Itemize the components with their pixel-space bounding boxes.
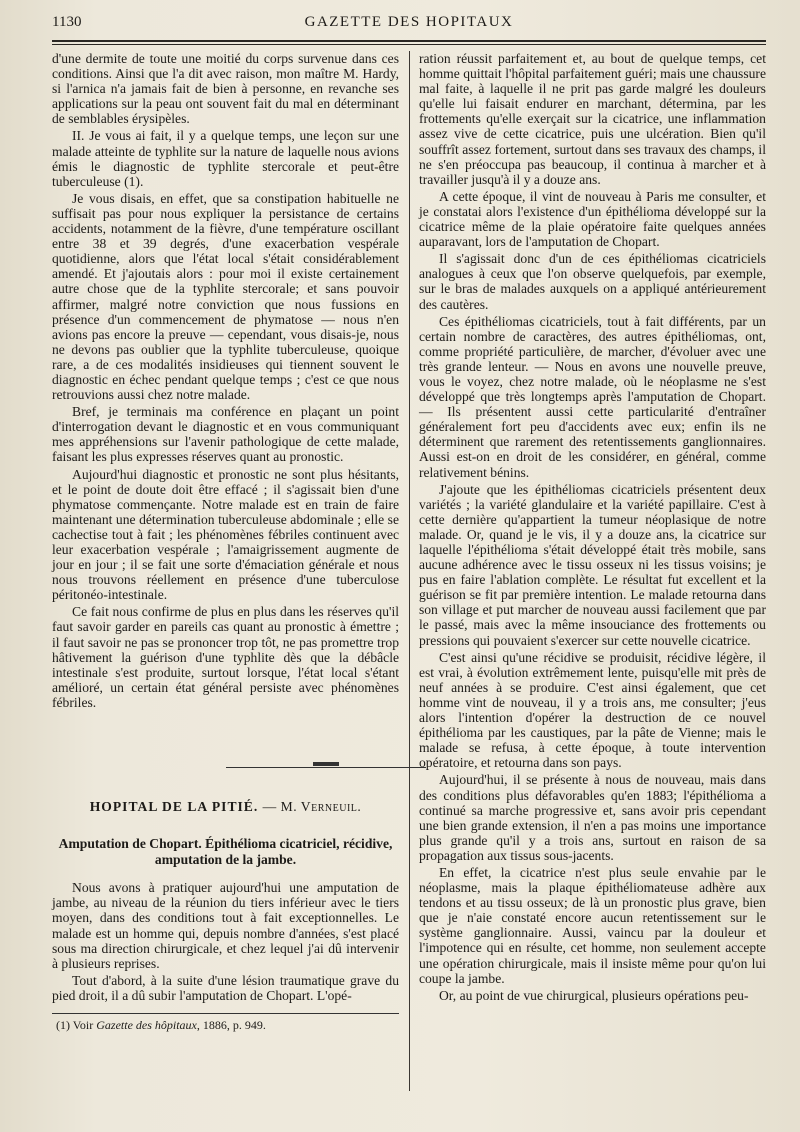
paragraph: C'est ainsi qu'une récidive se produisit, récidive légère, il est vrai, à évolution extrêmement lente, puisqu'elle mit près de neuf années à se produire. C'est ainsi également, que cet homme vint de nouveau, il y a trois ans, me consulter; j'eus alors l'intention d'opérer la destruction de ce nouvel épithélioma par les caustiques, par la pâte de Vienne; mais le malade se refusa, à cette époque, à toute intervention opératoire, et retourna dans son pays. [418, 649, 766, 771]
paragraph: Or, au point de vue chirurgical, plusieurs opérations peu- [438, 987, 749, 1003]
paragraph: Il s'agissait donc d'un de ces épithéliomas cicatriciels analogues à ceux que l'on observe quelquefois, par exemple, sur le bras de malades auxquels on a appliqué antérieurement des cautères. [418, 251, 766, 312]
column-divider [409, 51, 410, 1091]
section-separator [52, 756, 399, 771]
paragraph: Ces épithéliomas cicatriciels, tout à fait différents, par un certain nombre de caractères, des autres épithéliomas, ont, comme propriété particulière, de marcher, d'évoluer avec une très grande lenteur. — Nous en avons une nouvelle preuve, vous le voyez, chez notre malade, où le néoplasme ne s'est développé que très longtemps après l'amputation de Chopart. — Ils présentent aussi cette particularité d'entraîner généralement fort peu d'accidents avec eux; enfin ils ne déterminent que rarement des retentissements ganglionnaires. Aussi est-on en droit de les considérer, en général, comme relativement bénins. [418, 313, 766, 480]
footnote [52, 1018, 399, 1033]
hospital-name: HOPITAL DE LA PITIÉ. [89, 799, 259, 815]
footnote-rule [52, 1013, 399, 1014]
section-author: — M. Verneuil. [262, 799, 362, 815]
newspaper-title: GAZETTE DES HOPITAUX [304, 14, 514, 30]
footnote-prefix: (1) Voir [56, 1017, 97, 1032]
paragraph: Ce fait nous confirme de plus en plus dans les réserves qu'il faut savoir garder en pareils cas quant au pronostic à émettre ; il faut savoir ne pas se prononcer trop tôt, ne pas promettre trop hâtivement la guérison d'une typhlite dès que la débâcle intestinale s'est produite, surtout lorsque, l'état local s'étant amélioré, un certain état général persiste avec phénomènes fébriles. [52, 604, 400, 710]
section-heading [52, 799, 399, 814]
paragraph: A cette époque, il vint de nouveau à Paris me consulter, et je constatai alors l'existence d'un épithélioma développé sur la cicatrice même de la plaie opératoire faite quelques années auparavant, lors de l'amputation de Chopart. [418, 188, 766, 250]
footnote-suffix: , 1886, p. 949. [196, 1017, 266, 1032]
paragraph: Bref, je terminais ma conférence en plaçant un point d'interrogation devant le diagnostic et en vous communiquant mes appréhensions sur l'avenir pathologique de cette malade, faisant les plus expresses réserves quant au pronostic. [52, 404, 400, 465]
article-title: Amputation de Chopart. Épithélioma cicatriciel, récidive, amputation de la jambe. [58, 836, 393, 868]
paragraph: En effet, la cicatrice n'est plus seule envahie par le néoplasme, mais la plaque épithéliomateuse adhère aux tendons et au tissu osseux; de là un pronostic plus grave, bien que je n'aie constaté encore aucun retentissement sur le système ganglionnaire. Aussi, vaincu par la douleur et l'impotence qui en résulte, cet homme, non seulement accepte une opération chirurgicale, mais il insiste même pour qu'on lui coupe la jambe. [418, 864, 766, 986]
paragraph: d'une dermite de toute une moitié du corps survenue dans ces conditions. Ainsi que l'a dit avec raison, mon maître M. Hardy, si l'arnica n'a jamais fait de bien à personne, en revanche ses applications sur la peau ont souvent fait du mal en déterminant de semblables érysipèles. [52, 51, 400, 127]
paragraph: Aujourd'hui diagnostic et pronostic ne sont plus hésitants, et le point de doute doit être effacé ; il s'agissait bien d'une phymatose commençante. Notre malade est en train de faire maintenant une détermination tuberculeuse abdominale ; elle se cachectise tout à fait ; les phénomènes fébriles continuent avec leur exacerbation vespérale ; l'amaigrissement augmente de jour en jour ; il se fait une sorte d'émaciation générale et nous nous trouvons réellement en présence d'une tuberculose péritonéo-intestinale. [52, 466, 400, 603]
text-columns [52, 51, 766, 1091]
paragraph: J'ajoute que les épithéliomas cicatriciels présentent deux variétés ; la variété glandulaire et la variété papillaire. C'est à cette dernière qu'appartient la tumeur néoplasique de notre malade. Or, quand je le vis, il y a douze ans, la cicatrice sur laquelle l'épithélioma s'était développé était très mobile, sans aucune adhérence avec le tissu osseux ni les tissus voisins; je pus en faire l'ablation complète. Le résultat fut excellent et la guérison se fit par première intention. Le malade retourna dans son village et put marcher de nouveau aussi facilement que par le passé, mais avec la même insouciance des frottements ou pressions qui pouvaient s'exercer sur cette nouvelle cicatrice. [418, 481, 766, 648]
paragraph: Nous avons à pratiquer aujourd'hui une amputation de jambe, au niveau de la réunion du tiers inférieur avec le tiers moyen, dans des conditions tout à fait exceptionnelles. Le malade est un homme qui, depuis nombre d'années, s'est placé sous ma direction chirurgicale, et chez lequel j'ai dû intervenir à plusieurs reprises. [52, 880, 400, 971]
right-column [419, 51, 766, 1091]
page-header [52, 14, 766, 42]
paragraph: ration réussit parfaitement et, au bout de quelque temps, cet homme quittait l'hôpital parfaitement guéri; mais une chaussure mal faite, à laquelle il ne prit pas garde malgré les douleurs qu'elle lui faisait endurer en marchant, détermina, par les frottements qu'elle exerçait sur la cicatrice, une inflammation assez vive de cette cicatrice, puis une ulcération. Bien qu'il souffrît assez fortement, surtout dans ses travaux des champs, il ne s'en préoccupa pas beaucoup, il continua à marcher et à travailler jusqu'à il y a douze ans. [418, 51, 766, 187]
header-rule [52, 44, 766, 45]
paragraph: Aujourd'hui, il se présente à nous de nouveau, mais dans des conditions plus défavorables qu'en 1883; l'épithélioma a continué sa marche progressive et, sans avoir pris cependant une bien grande extension, il n'en a pas moins une importance plus grande qu'il y a trois ans, surtout en raison de sa propagation aux tissus sous-jacents. [418, 772, 766, 863]
paragraph: II. Je vous ai fait, il y a quelque temps, une leçon sur une malade atteinte de typhlite sur la nature de laquelle nous avions émis le diagnostic de typhlite stercorale et peut-être tuberculeuse (1). [52, 128, 400, 189]
left-column [52, 51, 409, 1091]
paragraph: Je vous disais, en effet, que sa constipation habituelle ne suffisait pas pour nous expliquer la persistance de certains accidents, notamment de la fièvre, d'une température oscillant entre 38 et 39 degrés, d'une exacerbation vespérale quotidienne, alors que l'état local s'était considérablement amendé. Et j'ajoutais alors : pour moi il existe certainement autre chose que de la typhlite stercorale; et sans pouvoir affirmer, malgré notre conviction que nous fussions en présence d'un commencement de phymatose — nous n'en avions pas encore la preuve — cependant, vous disais-je, nous ne devons pas oublier que la typhlite tuberculeuse, quoique rare, a de ces modalités insidieuses qui tiennent souvent le diagnostic en échec pendant quelque temps ; c'est ce que nous retrouvions aussi chez notre malade. [52, 190, 400, 403]
separator-line [226, 767, 426, 768]
page-number: 1130 [52, 14, 82, 30]
footnote-source: Gazette des hôpitaux [96, 1017, 197, 1032]
paragraph: Tout d'abord, à la suite d'une lésion traumatique grave du pied droit, il a dû subir l'amputation de Chopart. L'opé- [52, 972, 400, 1003]
separator-ornament [313, 762, 339, 766]
